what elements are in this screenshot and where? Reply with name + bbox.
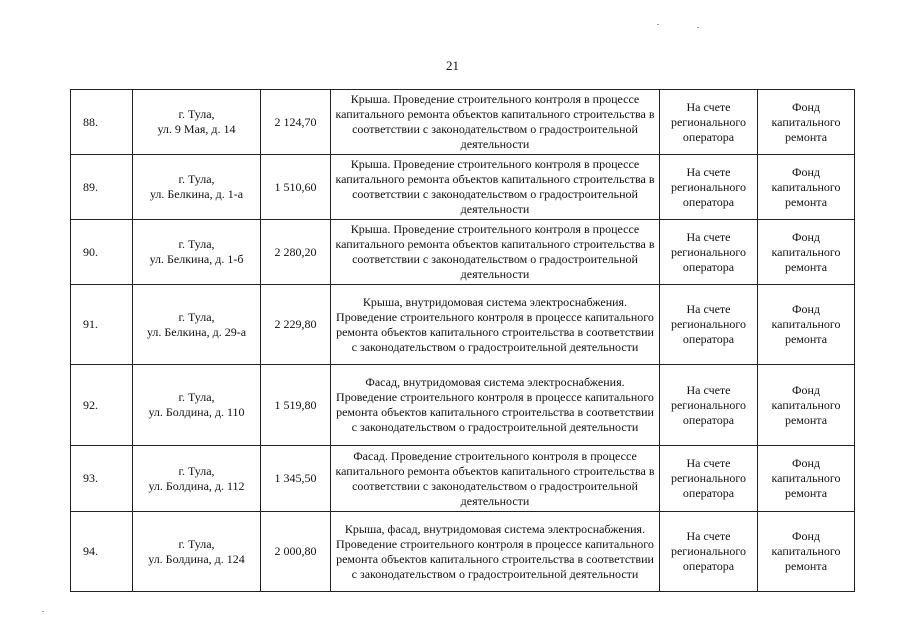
account-cell: На счете регионального оператора (660, 446, 758, 512)
address-cell (133, 365, 261, 446)
row-number: 92. (71, 365, 133, 446)
amount-cell: 2 229,80 (261, 285, 331, 365)
address-city: г. Тула, (178, 536, 215, 551)
table-row (71, 155, 855, 220)
address-cell (133, 285, 261, 365)
scan-speck (42, 611, 44, 612)
account-cell: На счете регионального оператора (660, 285, 758, 365)
funding-source-cell: Фонд капитального ремонта (758, 285, 855, 365)
work-description-cell: Крыша. Проведение строительного контроля в процессе капитального ремонта объектов капитального строительства в соответствии с законодательством о градостроительной деятельности (331, 90, 660, 155)
account-cell: На счете регионального оператора (660, 512, 758, 592)
row-number: 93. (71, 446, 133, 512)
address-street: ул. Болдина, д. 124 (148, 551, 245, 566)
address-cell (133, 512, 261, 592)
amount-cell: 2 000,80 (261, 512, 331, 592)
address-city: г. Тула, (178, 107, 215, 121)
account-cell: На счете регионального оператора (660, 365, 758, 446)
works-table (70, 89, 855, 592)
funding-source-cell: Фонд капитального ремонта (758, 90, 855, 155)
amount-cell: 1 345,50 (261, 446, 331, 512)
address-cell (133, 155, 261, 220)
account-cell: На счете регионального оператора (660, 220, 758, 285)
account-cell: На счете регионального оператора (660, 155, 758, 220)
address-street: ул. Белкина, д. 29-а (146, 324, 247, 339)
row-number: 91. (71, 285, 133, 365)
table-row (71, 512, 855, 592)
scan-speck (697, 27, 699, 28)
address-street: ул. Белкина, д. 1-а (149, 187, 244, 201)
row-number: 88. (71, 90, 133, 155)
address-cell (133, 220, 261, 285)
work-description-cell: Фасад. Проведение строительного контроля в процессе капитального ремонта объектов капитального строительства в соответствии с законодательством о градостроительной деятельности (331, 446, 660, 512)
table-row (71, 90, 855, 155)
address-street: ул. Белкина, д. 1-б (149, 252, 244, 266)
address-street: ул. 9 Мая, д. 14 (157, 122, 236, 136)
address-city: г. Тула, (178, 390, 215, 404)
work-description-cell: Крыша, внутридомовая система электроснабжения. Проведение строительного контроля в процессе капитального ремонта объектов капитального строительства в соответствии с законодательством о градостроительной деятельности (331, 285, 660, 365)
address-city: г. Тула, (178, 237, 215, 251)
address-cell (133, 446, 261, 512)
account-cell: На счете регионального оператора (660, 90, 758, 155)
row-number: 89. (71, 155, 133, 220)
work-description-cell: Крыша. Проведение строительного контроля в процессе капитального ремонта объектов капитального строительства в соответствии с законодательством о градостроительной деятельности (331, 220, 660, 285)
funding-source-cell: Фонд капитального ремонта (758, 365, 855, 446)
works-table-body (71, 90, 855, 592)
row-number: 90. (71, 220, 133, 285)
table-row (71, 220, 855, 285)
address-city: г. Тула, (178, 172, 215, 186)
page-number: 21 (446, 58, 459, 73)
funding-source-cell: Фонд капитального ремонта (758, 155, 855, 220)
work-description-cell: Крыша. Проведение строительного контроля в процессе капитального ремонта объектов капитального строительства в соответствии с законодательством о градостроительной деятельности (331, 155, 660, 220)
scan-speck (657, 24, 659, 25)
table-row (71, 285, 855, 365)
table-row (71, 446, 855, 512)
work-description-cell: Фасад, внутридомовая система электроснабжения. Проведение строительного контроля в процессе капитального ремонта объектов капитального строительства в соответствии с законодательством о градостроительной деятельности (331, 365, 660, 446)
amount-cell: 2 124,70 (261, 90, 331, 155)
funding-source-cell: Фонд капитального ремонта (758, 446, 855, 512)
address-street: ул. Болдина, д. 110 (148, 405, 245, 419)
table-row (71, 365, 855, 446)
funding-source-cell: Фонд капитального ремонта (758, 220, 855, 285)
funding-source-cell: Фонд капитального ремонта (758, 512, 855, 592)
address-cell (133, 90, 261, 155)
amount-cell: 2 280,20 (261, 220, 331, 285)
address-street: ул. Болдина, д. 112 (148, 478, 245, 493)
address-city: г. Тула, (178, 309, 215, 324)
row-number: 94. (71, 512, 133, 592)
amount-cell: 1 519,80 (261, 365, 331, 446)
work-description-cell: Крыша, фасад, внутридомовая система электроснабжения. Проведение строительного контроля в процессе капитального ремонта объектов капитального строительства в соответствии с законодательством о градостроительной деятельности (331, 512, 660, 592)
address-city: г. Тула, (178, 463, 215, 478)
amount-cell: 1 510,60 (261, 155, 331, 220)
